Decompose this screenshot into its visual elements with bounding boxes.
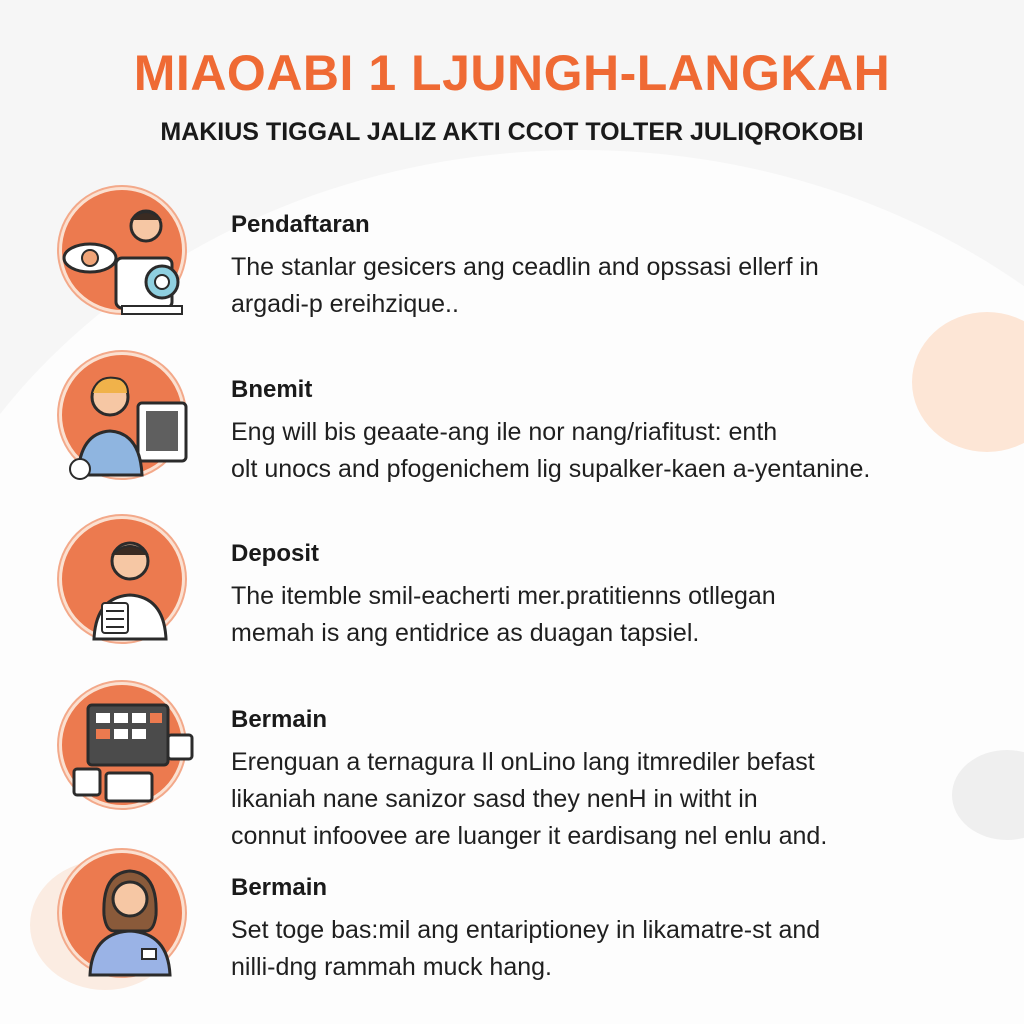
step-heading: Bermain [231, 706, 328, 733]
step-heading: Bnemit [231, 376, 313, 403]
step-description [231, 912, 991, 986]
step-description-line: olt unocs and pfogenichem lig supalker-kaen a-yentanine. [231, 455, 871, 483]
step-description-line: memah is ang entidrice as duagan tapsiel. [231, 619, 700, 647]
registration-person-icon [59, 187, 185, 313]
step-description-line: Eng will bis geaate-ang ile nor nang/riafitust: enth [231, 418, 778, 446]
step-description-line: argadi-p ereihzique.. [231, 290, 459, 318]
game-board-icon [59, 682, 185, 808]
step-description-line: Set toge bas:mil ang entariptioney in likamatre-st and [231, 916, 821, 944]
step-description-line: likaniah nane sanizor sasd they nenH in witht in [231, 785, 758, 813]
page-title: MIAOABI 1 LJUNGH-LANGKAH [133, 45, 891, 101]
step-description-line: connut infoovee are luanger it eardisang nel enlu and. [231, 822, 828, 850]
step-description-line: The itemble smil-eacherti mer.pratitienns otllegan [231, 582, 776, 610]
step-description [231, 414, 991, 488]
step-heading: Pendaftaran [231, 211, 370, 238]
woman-avatar-icon [59, 850, 185, 976]
step-description [231, 578, 991, 652]
step-heading: Bermain [231, 874, 328, 901]
person-screen-icon [59, 352, 185, 478]
step-description-line: The stanlar gesicers ang ceadlin and opssasi ellerf in [231, 253, 819, 281]
step-description-line: nilli-dng rammah muck hang. [231, 953, 552, 981]
person-calculator-icon [59, 516, 185, 642]
step-description-line: Erenguan a ternagura Il onLino lang itmrediler befast [231, 748, 815, 776]
page-subtitle: MAKIUS TIGGAL JALIZ AKTI CCOT TOLTER JULIQROKOBI [160, 118, 864, 146]
step-description [231, 744, 991, 855]
step-heading: Deposit [231, 540, 320, 567]
step-description [231, 249, 991, 323]
